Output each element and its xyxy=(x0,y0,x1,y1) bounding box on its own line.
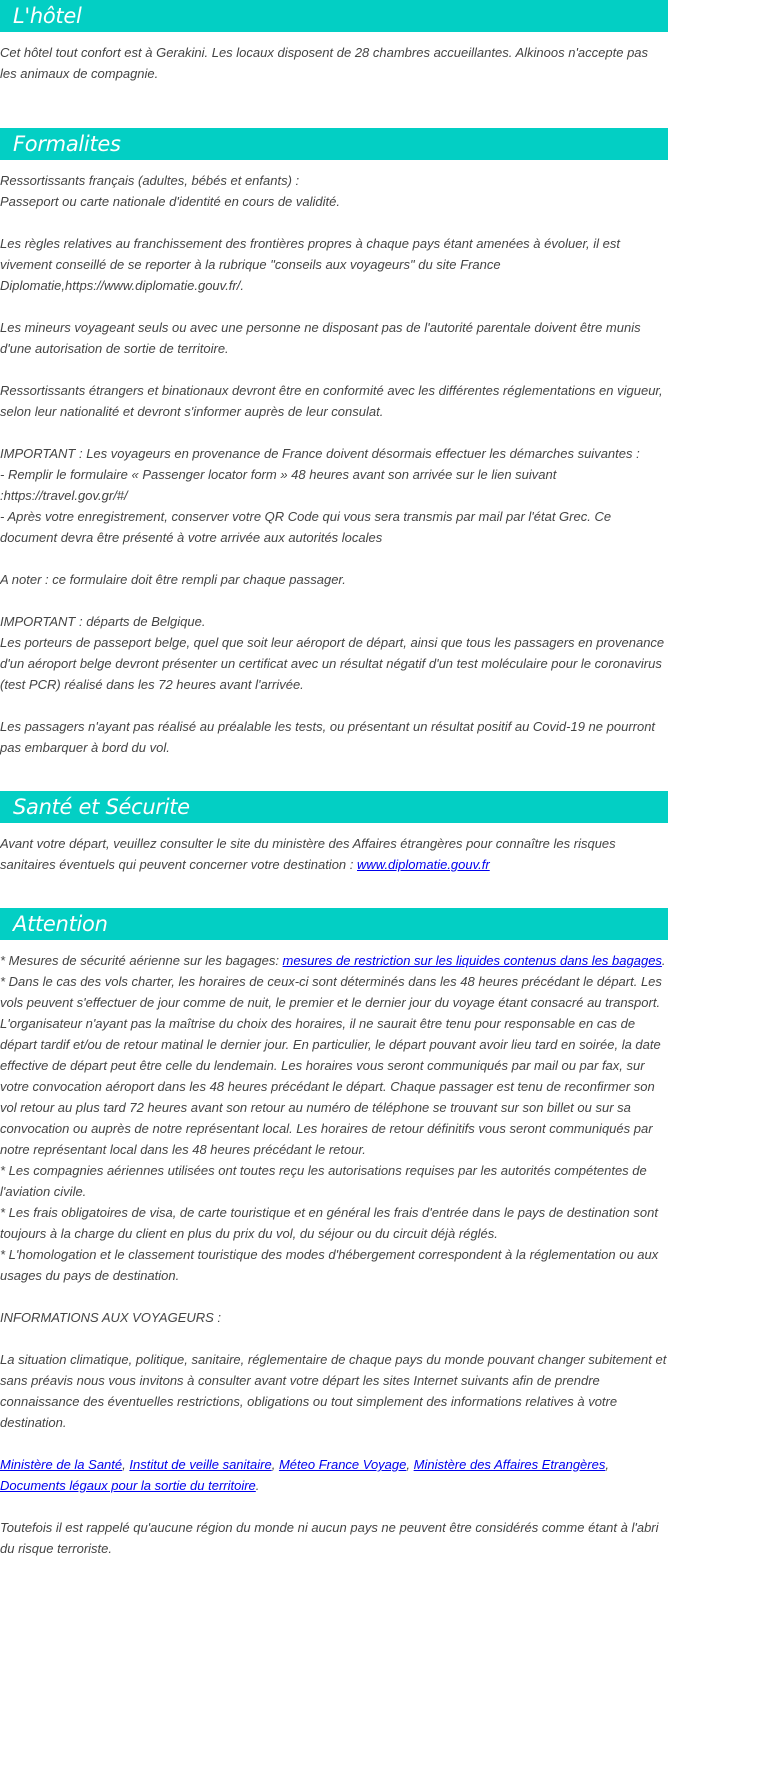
bagages-suffix: . xyxy=(661,953,666,968)
section-sante xyxy=(0,791,668,875)
link-separator: , xyxy=(605,1457,609,1472)
formalites-body xyxy=(0,170,668,758)
info-link[interactable]: Ministère de la Santé xyxy=(0,1457,123,1472)
links-end: . xyxy=(255,1478,260,1493)
section-title-sante: Santé et Sécurite xyxy=(13,795,190,819)
formalites-line: Les mineurs voyageant seuls ou avec une personne ne disposant pas de l'autorité parentale doivent être munis d'une autorisation de sortie de territoire. xyxy=(0,320,641,356)
diplomatie-link[interactable]: www.diplomatie.gouv.fr xyxy=(357,857,490,872)
info-link[interactable]: Méteo France Voyage xyxy=(278,1457,407,1472)
attention-bullet: * Dans le cas des vols charter, les horaires de ceux-ci sont déterminés dans les 48 heures précédant le départ. Les vols peuvent s'effectuer de jour comme de nuit, le premier et le dernier jour du voyage étant consacré au transport. L'organisateur n'ayant pas la maîtrise du choix des horaires, il ne saurait être tenu pour responsable en cas de départ tardif et/ou de retour matinal le dernier jour. En particulier, le départ pouvant avoir lieu tard en soirée, la date effective de départ peut être celle du lendemain. Les horaires vous seront communiqués par mail ou par fax, sur votre convocation aéroport dans les 48 heures précédant le départ. Chaque passager est tenu de reconfirmer son vol retour au plus tard 72 heures avant son retour au numéro de téléphone se trouvant sur son billet ou sur sa convocation ou auprès de notre représentant local. Les horaires de retour définitifs vous seront communiqués par notre représentant local dans les 48 heures précédant le retour. xyxy=(0,974,662,1157)
attention-bullet: * Les compagnies aériennes utilisées ont toutes reçu les autorisations requises par les autorités compétentes de l'aviation civile. xyxy=(0,1163,647,1199)
attention-bullets xyxy=(0,971,668,1286)
attention-bullet: * Les frais obligatoires de visa, de carte touristique et en général les frais d'entrée dans le pays de destination sont toujours à la charge du client en plus du prix du vol, du séjour ou du circuit déjà réglés. xyxy=(0,1205,658,1241)
formalites-line: IMPORTANT : départs de Belgique. xyxy=(0,614,206,629)
bagages-bullet xyxy=(0,950,668,971)
bagages-prefix: * Mesures de sécurité aérienne sur les bagages: xyxy=(0,953,283,968)
formalites-line: A noter : ce formulaire doit être rempli par chaque passager. xyxy=(0,572,346,587)
sante-text xyxy=(0,833,668,875)
link-separator: , xyxy=(406,1457,414,1472)
formalites-line: - Remplir le formulaire « Passenger locator form » 48 heures avant son arrivée sur le lien suivant :https://travel.gov.gr/#/ xyxy=(0,467,557,503)
formalites-line: Passeport ou carte nationale d'identité en cours de validité. xyxy=(0,194,340,209)
info-link[interactable]: Institut de veille sanitaire xyxy=(129,1457,272,1472)
formalites-line: - Après votre enregistrement, conserver votre QR Code qui vous sera transmis par mail par l'état Grec. Ce document devra être présenté à votre arrivée aux autorités locales xyxy=(0,509,612,545)
terror-text: Toutefois il est rappelé qu'aucune région du monde ni aucun pays ne peuvent être considérés comme étant à l'abri du risque terroriste. xyxy=(0,1520,659,1556)
formalites-line: Les porteurs de passeport belge, quel que soit leur aéroport de départ, ainsi que tous les passagers en provenance d'un aéroport belge devront présenter un certificat avec un résultat négatif d'un test moléculaire pour le coronavirus (test PCR) réalisé dans les 72 heures avant l'arrivée. xyxy=(0,635,665,692)
section-title-hotel: L'hôtel xyxy=(13,4,82,28)
info-title: INFORMATIONS AUX VOYAGEURS : xyxy=(0,1310,222,1325)
formalites-line: Ressortissants français (adultes, bébés et enfants) : xyxy=(0,173,300,188)
hotel-description: Cet hôtel tout confort est à Gerakini. Les locaux disposent de 28 chambres accueillantes. Alkinoos n'accepte pas les animaux de compagnie. xyxy=(0,45,649,81)
section-header-formalites xyxy=(0,128,668,160)
section-formalites xyxy=(0,128,668,758)
formalites-line: Ressortissants étrangers et binationaux devront être en conformité avec les différentes réglementations en vigueur, selon leur nationalité et devront s'informer auprès de leur consulat. xyxy=(0,383,663,419)
bagages-link[interactable]: mesures de restriction sur les liquides contenus dans les bagages xyxy=(282,953,662,968)
section-title-formalites: Formalites xyxy=(13,132,121,156)
formalites-line: Les règles relatives au franchissement des frontières propres à chaque pays étant amenées à évoluer, il est vivement conseillé de se reporter à la rubrique "conseils aux voyageurs" du site France Diplomatie,https://www.diplomatie.gouv.fr/. xyxy=(0,236,621,293)
formalites-line: IMPORTANT : Les voyageurs en provenance de France doivent désormais effectuer les démarches suivantes : xyxy=(0,446,640,461)
section-attention xyxy=(0,908,668,1559)
sante-text-content: Avant votre départ, veuillez consulter le site du ministère des Affaires étrangères pour connaître les risques sanitaires éventuels qui peuvent concerner votre destination : xyxy=(0,836,616,872)
info-link[interactable]: Documents légaux pour la sortie du territoire xyxy=(0,1478,256,1493)
info-links xyxy=(0,1454,668,1496)
formalites-line: Les passagers n'ayant pas réalisé au préalable les tests, ou présentant un résultat positif au Covid-19 ne pourront pas embarquer à bord du vol. xyxy=(0,719,656,755)
section-hotel xyxy=(0,0,668,84)
section-header-attention xyxy=(0,908,668,940)
info-link[interactable]: Ministère des Affaires Etrangères xyxy=(413,1457,606,1472)
attention-bullet: * L'homologation et le classement touristique des modes d'hébergement correspondent à la réglementation ou aux usages du pays de destination. xyxy=(0,1247,659,1283)
link-separator: , xyxy=(122,1457,130,1472)
section-title-attention: Attention xyxy=(13,912,108,936)
info-text: La situation climatique, politique, sanitaire, réglementaire de chaque pays du monde pouvant changer subitement et sans préavis nous vous invitons à consulter avant votre départ les sites Internet suivants afin de prendre connaissance des éventuelles restrictions, obligations ou tout simplement des informations relatives à votre destination. xyxy=(0,1352,667,1430)
link-separator: , xyxy=(271,1457,279,1472)
section-header-sante xyxy=(0,791,668,823)
section-header-hotel xyxy=(0,0,668,32)
